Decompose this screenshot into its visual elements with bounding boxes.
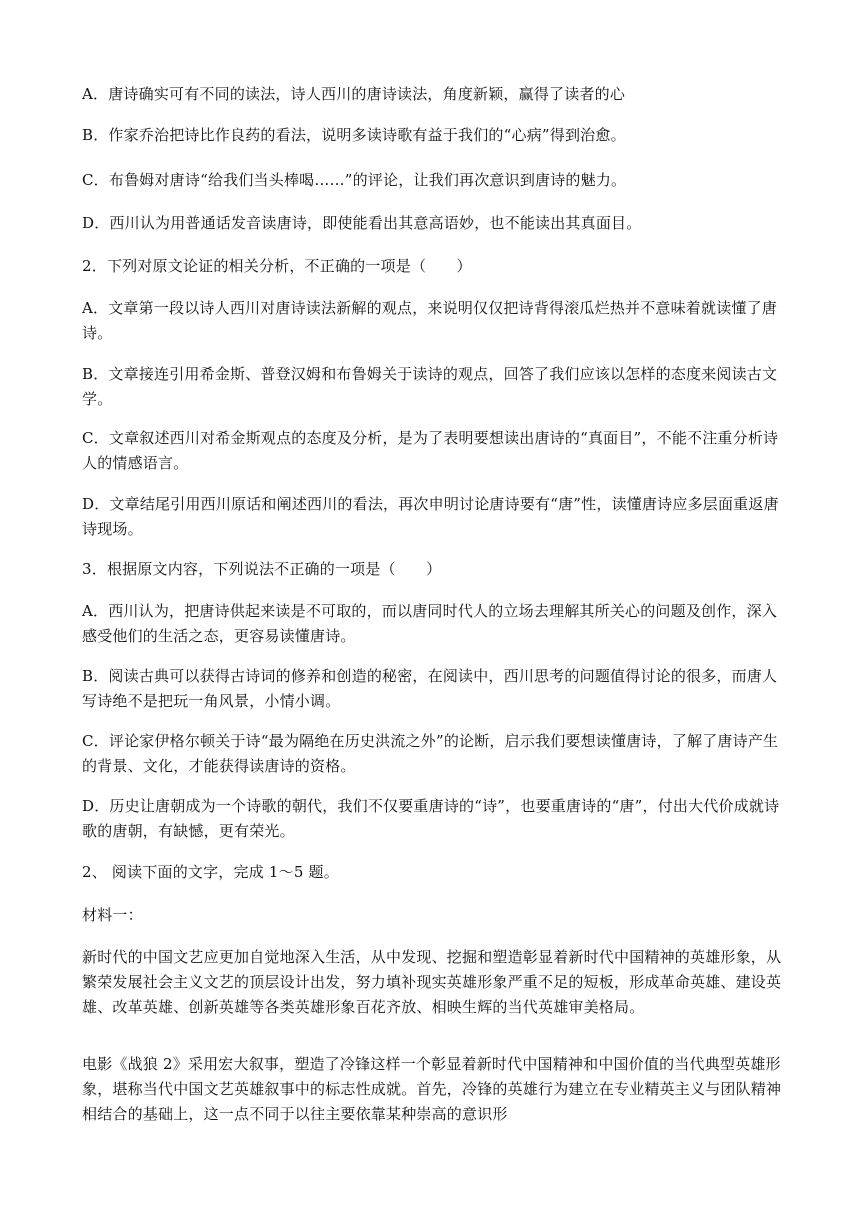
q3-option-b: B．阅读古典可以获得古诗词的修养和创造的秘密，在阅读中，西川思考的问题值得讨论的很多，而唐人写诗绝不是把玩一角风景，小情小调。 [82, 667, 778, 710]
section-2-heading: 2、 阅读下面的文字，完成 1～5 题。 [82, 863, 339, 881]
q2-option-c: C．文章叙述西川对希金斯观点的态度及分析，是为了表明要想读出唐诗的“真面目”，不能不注重分析诗人的情感语言。 [82, 429, 779, 472]
q1-option-b: B．作家乔治把诗比作良药的看法，说明多读诗歌有益于我们的“心病”得到治愈。 [82, 126, 626, 144]
q3-stem: 3．根据原文内容，下列说法不正确的一项是（ ） [82, 560, 442, 578]
q3-option-d: D．历史让唐朝成为一个诗歌的朝代，我们不仅要重唐诗的“诗”，也要重唐诗的“唐”，付出大代价成就诗歌的唐朝，有缺憾，更有荣光。 [82, 797, 780, 840]
q2-stem: 2．下列对原文论证的相关分析，不正确的一项是（ ） [82, 257, 472, 275]
q2-option-b: B．文章接连引用希金斯、普登汉姆和布鲁姆关于读诗的观点，回答了我们应该以怎样的态度来阅读古文学。 [82, 365, 778, 408]
q1-option-d: D．西川认为用普通话发音读唐诗，即使能看出其意高语妙，也不能读出其真面目。 [82, 214, 642, 232]
q3-option-a: A．西川认为，把唐诗供起来读是不可取的，而以唐同时代人的立场去理解其所关心的问题及创作，深入感受他们的生活之态，更容易读懂唐诗。 [82, 602, 778, 645]
material-one-label: 材料一： [82, 906, 143, 924]
q2-option-d: D．文章结尾引用西川原话和阐述西川的看法，再次申明讨论唐诗要有“唐”性，读懂唐诗应多层面重返唐诗现场。 [82, 495, 779, 538]
material-paragraph: 电影《战狼 2》采用宏大叙事，塑造了冷锋这样一个彰显着新时代中国精神和中国价值的当代典型英雄形象，堪称当代中国文艺英雄叙事中的标志性成就。首先，冷锋的英雄行为建立在专业精英主义与团队精神相结合的基础上，这一点不同于以往主要依靠某种崇高的意识形 [82, 1055, 782, 1123]
material-paragraph: 新时代的中国文艺应更加自觉地深入生活，从中发现、挖掘和塑造彰显着新时代中国精神的英雄形象，从繁荣发展社会主义文艺的顶层设计出发，努力填补现实英雄形象严重不足的短板，形成革命英雄、建设英雄、改革英雄、创新英雄等各类英雄形象百花齐放、相映生辉的当代英雄审美格局。 [82, 948, 782, 1016]
q1-option-a: A．唐诗确实可有不同的读法，诗人西川的唐诗读法，角度新颖，赢得了读者的心 [82, 85, 626, 103]
q2-option-a: A．文章第一段以诗人西川对唐诗读法新解的观点，来说明仅仅把诗背得滚瓜烂热并不意味着就读懂了唐诗。 [82, 299, 778, 342]
q1-option-c: C．布鲁姆对唐诗“给我们当头棒喝……”的评论，让我们再次意识到唐诗的魅力。 [82, 171, 627, 189]
q3-option-c: C．评论家伊格尔顿关于诗“最为隔绝在历史洪流之外”的论断，启示我们要想读懂唐诗，了解了唐诗产生的背景、文化，才能获得读唐诗的资格。 [82, 732, 779, 775]
